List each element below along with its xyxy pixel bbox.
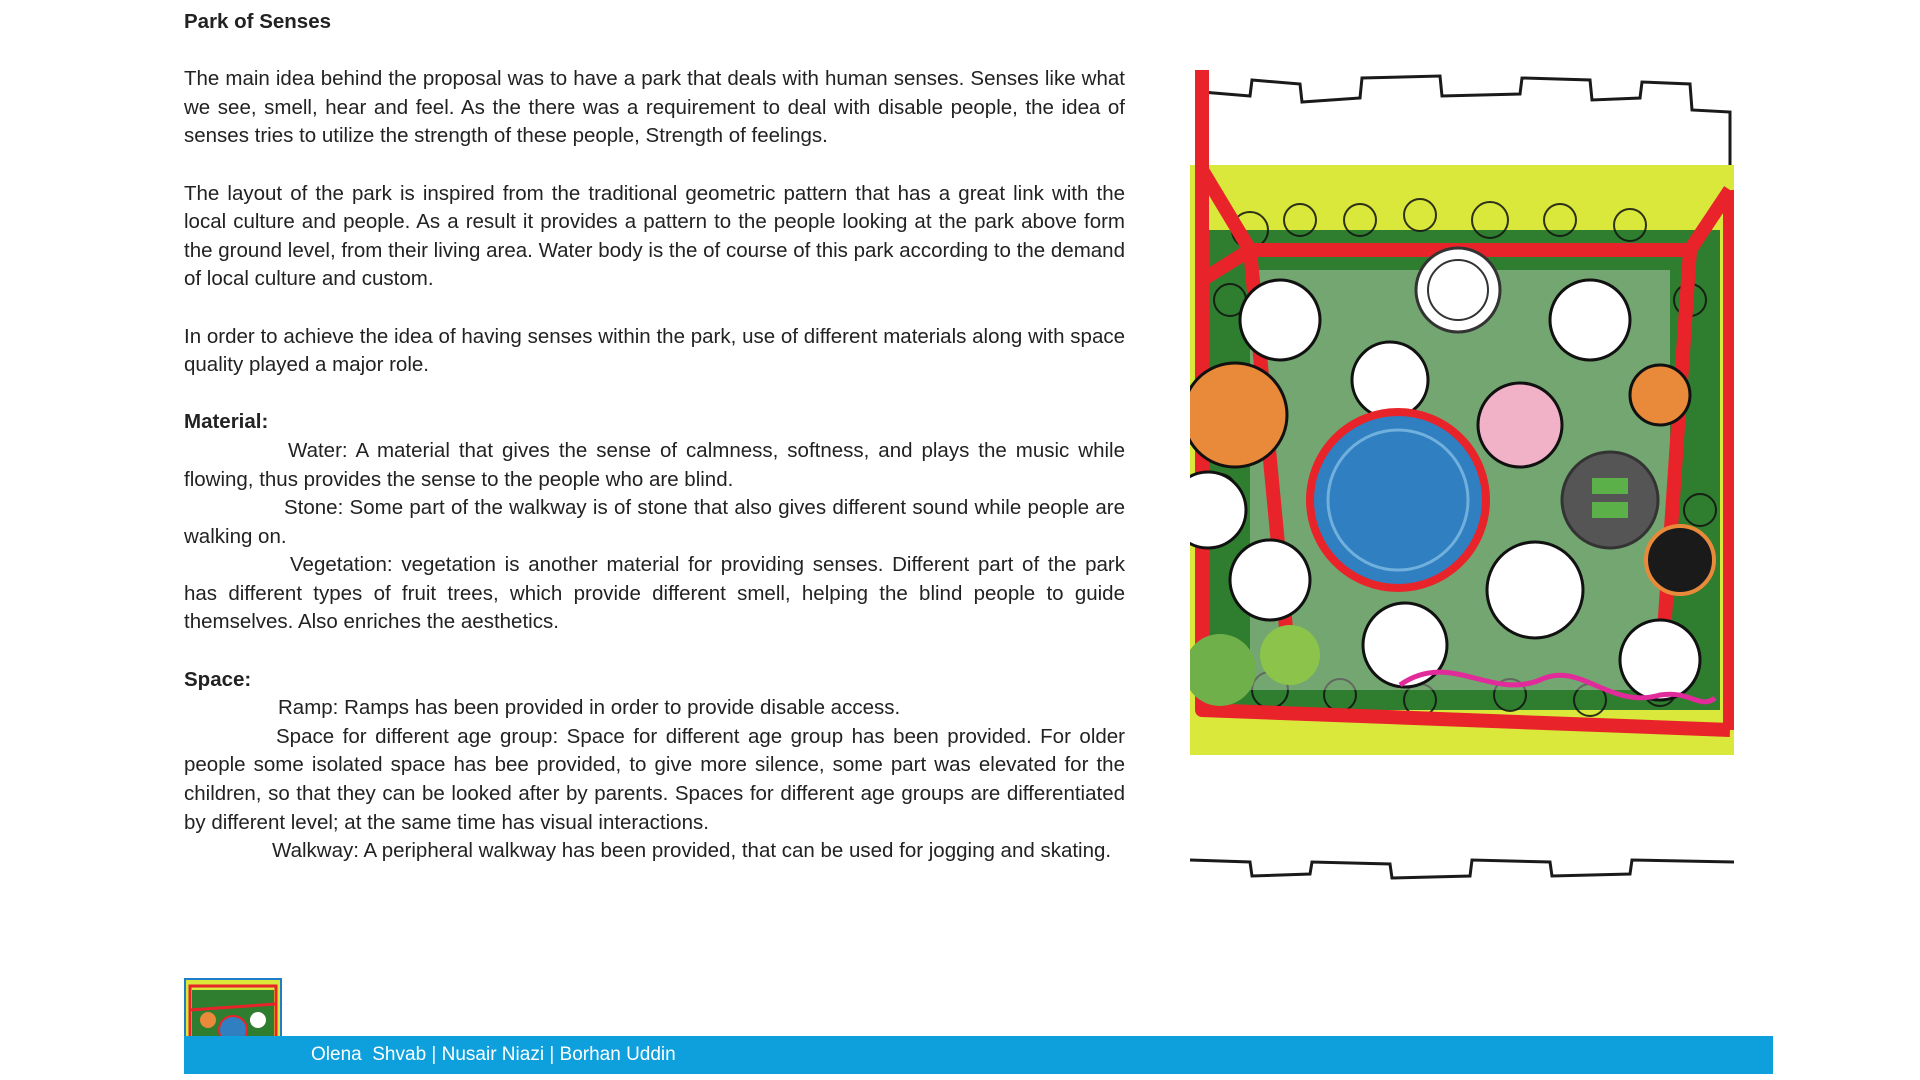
space-heading: Space: xyxy=(184,667,252,691)
page-title: Park of Senses xyxy=(184,10,331,33)
intro-paragraph: The main idea behind the proposal was to have a park that deals with human senses. Senses like what we see, smell, hear and feel. As the there was a requirement to deal with disable people, the idea of senses tries to utilize the strength of these people, Strength of feelings. xyxy=(184,67,1125,148)
senses-paragraph: In order to achieve the idea of having senses within the park, use of different materials along with space quality played a major role. xyxy=(184,324,1125,377)
material-heading: Material: xyxy=(184,410,269,434)
footer-authors: Olena Shvab | Nusair Niazi | Borhan Uddin xyxy=(311,1044,676,1065)
main-text-column xyxy=(184,8,1125,866)
material-vegetation: Vegetation: vegetation is another material for providing senses. Different part of the park has different types of fruit trees, which provide different smell, helping the blind people to guide themselves. Also enriches the aesthetics. xyxy=(184,553,1125,634)
material-stone: Stone: Some part of the walkway is of stone that also gives different sound while people are walking on. xyxy=(184,496,1125,548)
space-walkway: Walkway: A peripheral walkway has been provided, that can be used for jogging and skating. xyxy=(272,839,1112,863)
material-water: Water: A material that gives the sense of calmness, softness, and plays the music while flowing, thus provides the sense to the people who are blind. xyxy=(184,438,1125,491)
space-ramp: Ramp: Ramps has been provided in order to provide disable access. xyxy=(278,696,901,720)
layout-paragraph: The layout of the park is inspired from the traditional geometric pattern that has a great link with the local culture and people. As a result it provides a pattern to the people looking at the park above form the ground level, from their living area. Water body is the of course of this park according to the demand of local culture and custom. xyxy=(184,181,1125,291)
park-plan-illustration xyxy=(1190,70,1734,896)
space-age-group: Space for different age group: Space for different age group has been provided. For older people some isolated space has bee provided, to give more silence, some part was elevated for the children, so that they can be looked after by parents. Spaces for different age groups are differentiated by different level; at the same time has visual interactions. xyxy=(184,724,1125,834)
